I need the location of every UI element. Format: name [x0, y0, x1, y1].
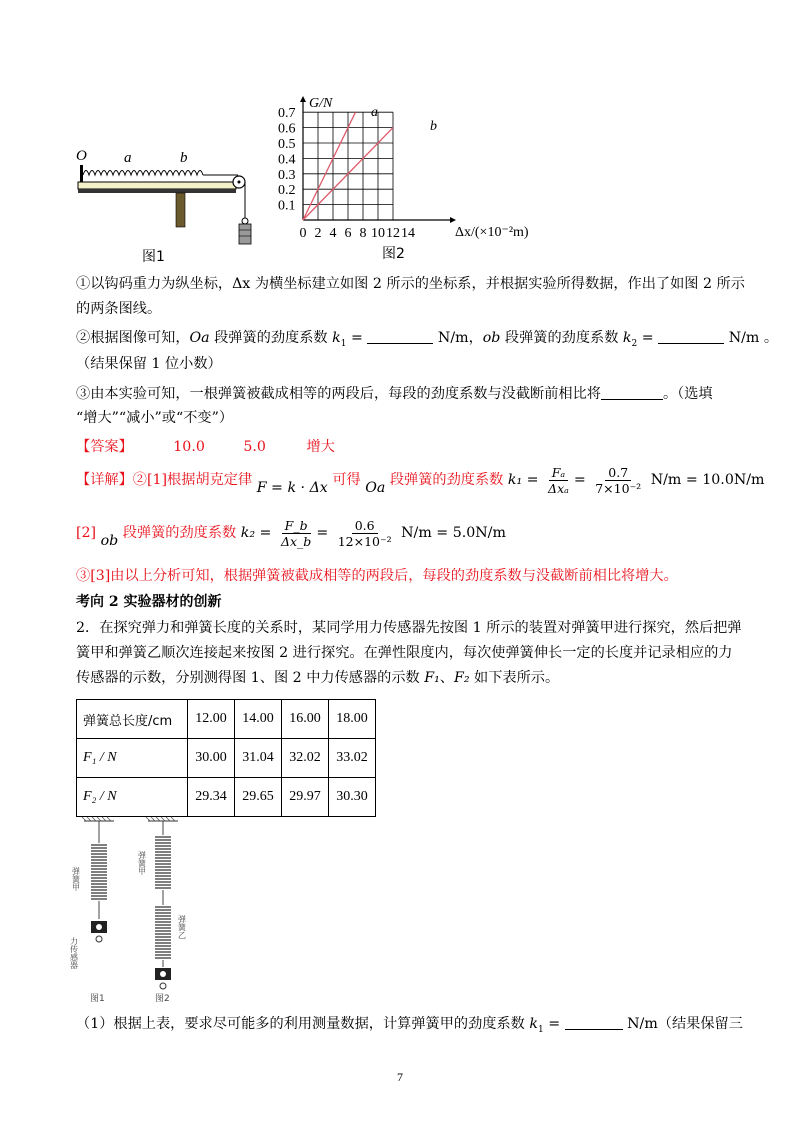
- q1-p2-k1: k: [332, 330, 341, 346]
- q1-p3-text: ③由本实验可知，一根弹簧被截成相等的两段后，每段的劲度系数与没截断前相比将: [76, 386, 601, 402]
- graph-x-axis-label: Δx/(×10⁻²m): [455, 225, 529, 240]
- figure-1-spring-apparatus: [72, 140, 262, 265]
- table-row: [77, 739, 376, 778]
- springs-caption-1: 图1: [90, 994, 105, 1004]
- q1-p3-end: 。（选填: [662, 386, 713, 402]
- section-2-p3-f1: F₁: [424, 670, 440, 686]
- table-cell: 18.00: [329, 700, 376, 739]
- detail-l2-num: 0.6: [352, 518, 378, 534]
- q1-paragraph-3: [76, 384, 713, 404]
- detail-l1-eq: =: [573, 472, 586, 488]
- table-row-header: 弹簧总长度/cm: [77, 700, 188, 739]
- answer-blank-k2[interactable]: [658, 329, 724, 344]
- section-2-paragraph-2: 簧甲和弹簧乙顺次连接起来按图 2 进行探究。在弹性限度内，每次使弹簧伸长一定的长度并记录相应的力: [76, 645, 733, 661]
- graph-x-tick-label: 4: [329, 226, 337, 241]
- figure-springs-sensor: [60, 815, 220, 1005]
- table-cell: 30.30: [329, 778, 376, 817]
- section-2-p3-a: 传感器的示数，分别测得图 1、图 2 中力传感器的示数: [76, 670, 425, 686]
- table-cell: 16.00: [282, 700, 329, 739]
- figure-2-caption: 图2: [382, 246, 405, 262]
- detail-l2-eq: =: [316, 525, 329, 541]
- springs-caption-2: 图2: [155, 994, 170, 1004]
- detail-l2-den: 12×10⁻²: [337, 533, 392, 549]
- q-last-eq: =: [543, 1016, 565, 1032]
- graph-x-tick-label: 8: [359, 226, 367, 241]
- detail-l2-frac-symbolic: [278, 518, 314, 549]
- table-cell: 12.00: [188, 700, 235, 739]
- figure-1-label-o: O: [76, 148, 87, 164]
- graph-x-tick-label: 10: [371, 226, 385, 241]
- figure-1-caption: 图1: [142, 249, 165, 265]
- table-cell: 30.00: [188, 739, 235, 778]
- detail-line-3: ③[3]由以上分析可知，根据弹簧被截成相等的两段后，每段的劲度系数与没截断前相比将增大。: [76, 568, 678, 584]
- answer-value-1: 10.0: [173, 439, 205, 455]
- detail-line-1: [76, 462, 765, 506]
- detail-l1-den: 7×10⁻²: [595, 480, 642, 496]
- graph-x-tick-label: 0: [299, 226, 307, 241]
- page-number: 7: [397, 1070, 403, 1084]
- section-2-p3-sep: 、: [439, 670, 454, 686]
- table-row-header: F₂ / N: [77, 778, 188, 817]
- graph-y-tick-label: 0.4: [278, 152, 296, 168]
- detail-l1-formula: F = k · Δx: [256, 480, 328, 496]
- graph-x-tick-label: 2: [314, 226, 322, 241]
- figure-1-label-b: b: [180, 150, 188, 166]
- answer-blank-k1[interactable]: [367, 329, 433, 344]
- q1-p2-unit1: N/m，: [433, 330, 483, 346]
- q1-paragraph-1b: 的两条图线。: [76, 301, 162, 317]
- spring-label-jia-2: 弹簧甲: [137, 851, 147, 875]
- detail-l1-num: 0.7: [605, 465, 631, 481]
- graph-y-tick-labels: [278, 106, 296, 213]
- answer-blank-spring-jia-k1[interactable]: [565, 1015, 623, 1030]
- detail-l1-frac-symbolic: [545, 465, 572, 496]
- detail-l1-dxa: Δxₐ: [548, 480, 569, 496]
- detail-label: 【详解】: [76, 472, 133, 488]
- detail-l2-result: N/m = 5.0N/m: [396, 525, 506, 541]
- detail-l1-frac-numeric: [592, 465, 644, 496]
- detail-l2-k2: k₂ =: [240, 525, 272, 541]
- table-cell: 29.97: [282, 778, 329, 817]
- q-last-k1-sub: 1: [537, 1024, 544, 1035]
- q-last-k1: k: [529, 1016, 538, 1032]
- detail-l1-k1: k₁ =: [507, 472, 539, 488]
- graph-y-axis-arrow: [300, 96, 306, 102]
- section-2-paragraph-1: 2．在探究弹力和弹簧长度的关系时，某同学用力传感器先按图 1 所示的装置对弹簧甲进行探究，然后把弹: [76, 620, 742, 636]
- detail-l1-result: N/m = 10.0N/m: [646, 472, 765, 488]
- answer-value-2: 5.0: [243, 439, 266, 455]
- q1-paragraph-2-note: （结果保留 1 位小数）: [76, 356, 222, 372]
- figure-1-label-a: a: [124, 150, 132, 166]
- answer-blank-trend[interactable]: [601, 385, 663, 400]
- q1-p2-c: 段弹簧的劲度系数: [500, 330, 623, 346]
- table-cell: 14.00: [235, 700, 282, 739]
- detail-l2-ob: ob: [100, 533, 119, 549]
- table-row: [77, 700, 376, 739]
- answer-label: 【答案】: [76, 439, 133, 455]
- q1-p2-k1-sub: 1: [340, 338, 347, 349]
- q1-p2-unit2: N/m 。: [724, 330, 779, 346]
- graph-y-tick-label: 0.2: [278, 183, 296, 199]
- q-last-line: [76, 1014, 743, 1040]
- answer-line: [76, 437, 335, 457]
- sensor-label: 力传感器: [69, 937, 79, 969]
- table-cell: 29.65: [235, 778, 282, 817]
- detail-l1-a: ②[1]根据胡克定律: [132, 472, 257, 488]
- figure-2-graph: [275, 88, 540, 266]
- q1-p2-ob: ob: [482, 330, 501, 346]
- q1-p2-a: ②根据图像可知，: [76, 330, 190, 346]
- graph-y-tick-label: 0.1: [278, 198, 296, 214]
- q1-p2-k2: k: [622, 330, 632, 346]
- data-table: [76, 699, 376, 817]
- section-2-p3-f2: F₂: [453, 670, 470, 686]
- detail-line-2: [76, 515, 506, 559]
- graph-x-tick-label: 12: [386, 226, 400, 241]
- table-cell: 29.34: [188, 778, 235, 817]
- q1-p2-eq2: =: [637, 330, 659, 346]
- q1-paragraph-1: ①以钩码重力为纵坐标，Δx 为横坐标建立如图 2 所示的坐标系，并根据实验所得数据，作出了如图 2 所示: [76, 276, 745, 292]
- graph-line-a-label: a: [371, 105, 378, 120]
- q1-paragraph-2: [76, 328, 778, 354]
- q1-p2-eq1: =: [346, 330, 368, 346]
- detail-l2-fb: F_b: [282, 518, 311, 534]
- table-cell: 31.04: [235, 739, 282, 778]
- detail-l1-b: 可得: [327, 472, 366, 488]
- graph-x-tick-labels: [300, 226, 416, 241]
- detail-l1-oa: Oa: [365, 480, 386, 496]
- graph-x-tick-label: 6: [344, 226, 352, 241]
- q1-paragraph-3b: “增大”“减小”或“不变”）: [76, 410, 234, 426]
- section-2-paragraph-3: [76, 668, 559, 688]
- q1-p2-k2-sub: 2: [631, 338, 638, 349]
- graph-y-tick-label: 0.3: [278, 167, 296, 183]
- detail-l1-c: 段弹簧的劲度系数: [385, 472, 508, 488]
- q1-p2-b: 段弹簧的劲度系数: [209, 330, 333, 346]
- table-cell: 32.02: [282, 739, 329, 778]
- section-2-title: 考向 2 实验器材的创新: [76, 594, 222, 610]
- detail-l1-fa: Fₐ: [549, 465, 568, 481]
- section-2-p3-b: 如下表所示。: [469, 670, 560, 686]
- q-last-a: （1）根据上表，要求尽可能多的利用测量数据，计算弹簧甲的劲度系数: [76, 1016, 530, 1032]
- graph-x-axis-arrow: [450, 217, 456, 223]
- graph-line-b-label: b: [430, 119, 437, 134]
- graph-y-tick-label: 0.6: [278, 121, 296, 137]
- graph-y-axis-label: G/N: [309, 96, 333, 111]
- spring-label-yi: 弹簧乙: [177, 915, 187, 939]
- spring-label-jia-1: 弹簧甲: [71, 867, 81, 891]
- graph-x-tick-label: 14: [401, 226, 415, 241]
- table-row-header: F₁ / N: [77, 739, 188, 778]
- graph-y-tick-label: 0.5: [278, 137, 296, 152]
- table-cell: 33.02: [329, 739, 376, 778]
- q-last-b: N/m（结果保留三: [622, 1016, 743, 1032]
- answer-value-3: 增大: [306, 439, 335, 455]
- detail-l2-a: [2]: [76, 525, 101, 541]
- detail-l2-frac-numeric: [335, 518, 395, 549]
- table-row: [77, 778, 376, 817]
- q1-p2-oa: Oa: [189, 330, 210, 346]
- detail-l2-b: 段弹簧的劲度系数: [118, 525, 241, 541]
- detail-l2-dxb: Δx_b: [280, 533, 312, 549]
- graph-y-tick-label: 0.7: [278, 106, 296, 122]
